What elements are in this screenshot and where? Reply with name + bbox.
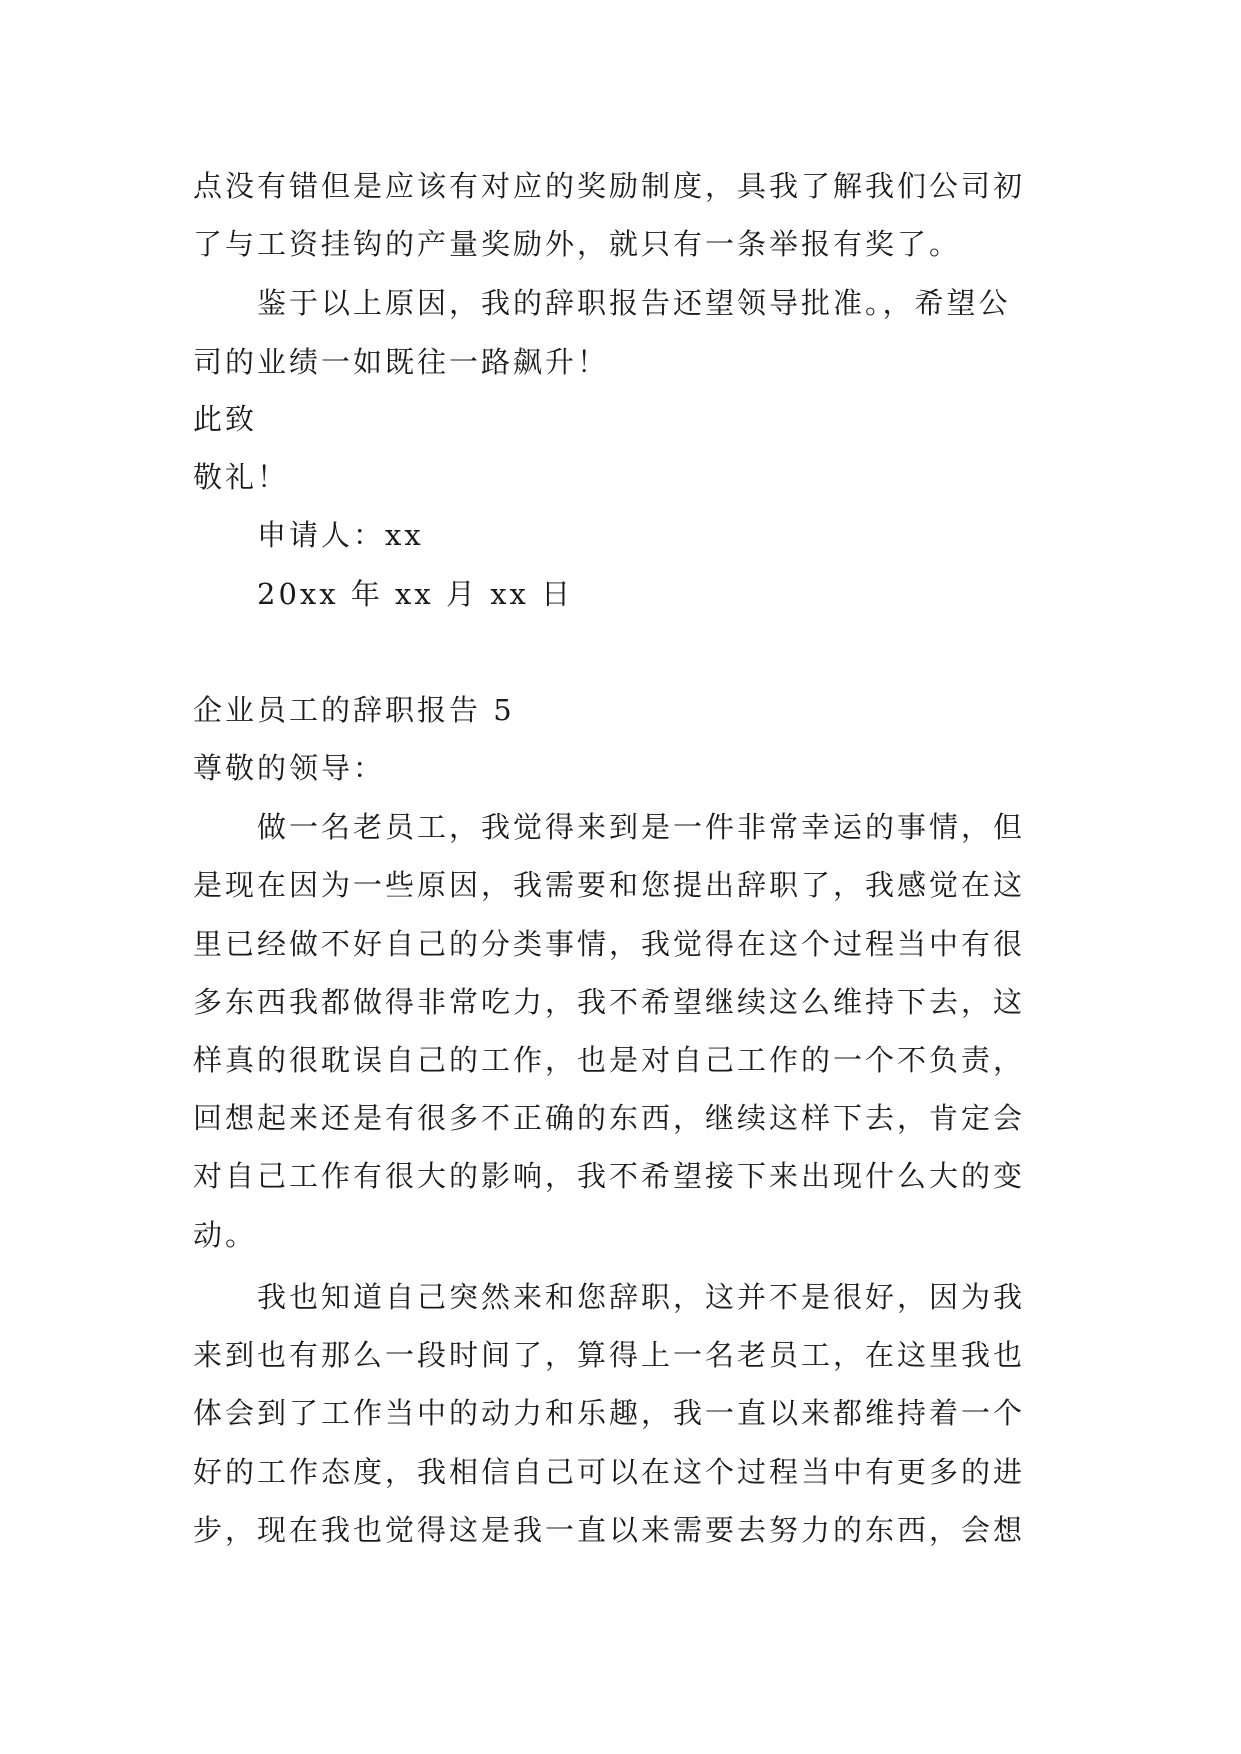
body-text-line: 点没有错但是应该有对应的奖励制度，具我了解我们公司初	[193, 169, 1026, 203]
body-text-line: 步，现在我也觉得这是我一直以来需要去努力的东西，会想	[193, 1513, 1026, 1547]
section-title: 企业员工的辞职报告 5	[193, 693, 515, 727]
body-text-line: 来到也有那么一段时间了，算得上一名老员工，在这里我也	[193, 1338, 1026, 1372]
body-text-line: 了与工资挂钩的产量奖励外，就只有一条举报有奖了。	[193, 227, 962, 261]
body-text-line: 好的工作态度，我相信自己可以在这个过程当中有更多的进	[193, 1455, 1026, 1489]
body-text-line: 样真的很耽误自己的工作，也是对自己工作的一个不负责，	[193, 1043, 1026, 1077]
body-text-line: 回想起来还是有很多不正确的东西，继续这样下去，肯定会	[193, 1101, 1026, 1135]
body-text-line: 对自己工作有很大的影响，我不希望接下来出现什么大的变	[193, 1159, 1026, 1193]
paragraph-first-line: 鉴于以上原因，我的辞职报告还望领导批准。，希望公	[257, 286, 1011, 320]
letter-greeting: 尊敬的领导：	[193, 751, 386, 785]
closing-regards: 敬礼！	[193, 460, 290, 494]
body-text-line: 动。	[193, 1218, 258, 1252]
body-text-line: 司的业绩一如既往一路飙升！	[193, 345, 610, 379]
body-text-line: 多东西我都做得非常吃力，我不希望继续这么维持下去，这	[193, 985, 1026, 1019]
paragraph-first-line: 做一名老员工，我觉得来到是一件非常幸运的事情，但	[257, 810, 1026, 844]
body-text-line: 体会到了工作当中的动力和乐趣，我一直以来都维持着一个	[193, 1396, 1026, 1430]
closing-salutation: 此致	[193, 402, 258, 436]
applicant-signature: 申请人：xx	[257, 518, 424, 552]
body-text-line: 是现在因为一些原因，我需要和您提出辞职了，我感觉在这	[193, 868, 1026, 902]
signature-date: 20xx 年 xx 月 xx 日	[257, 577, 574, 611]
body-text-line: 里已经做不好自己的分类事情，我觉得在这个过程当中有很	[193, 927, 1026, 961]
paragraph-first-line: 我也知道自己突然来和您辞职，这并不是很好，因为我	[257, 1280, 1026, 1314]
